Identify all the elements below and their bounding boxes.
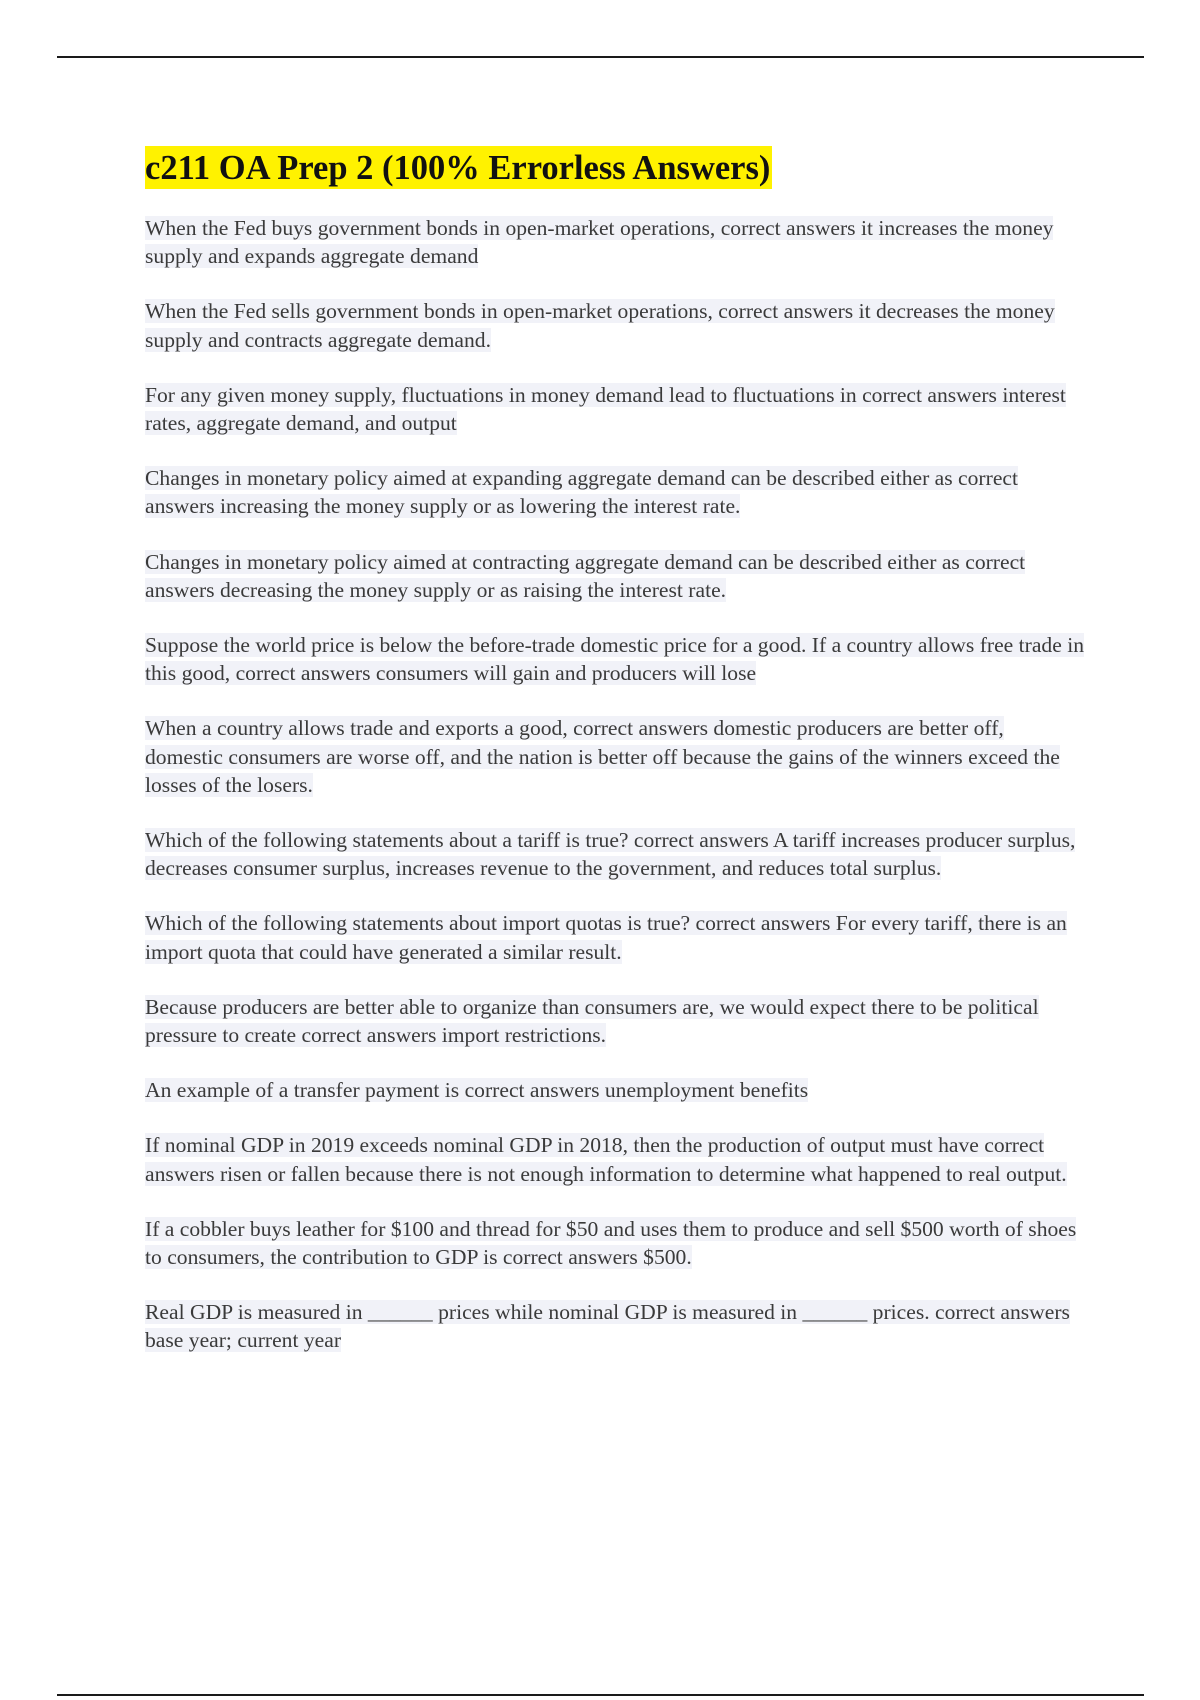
document-title: c211 OA Prep 2 (100% Errorless Answers) — [145, 146, 772, 189]
qa-item: An example of a transfer payment is correct answers unemployment benefits — [145, 1078, 809, 1103]
qa-item: When a country allows trade and exports a good, correct answers domestic producers are better off, domestic consumers are worse off, and the nation is better off because the gains of the winners exceed the losses of the losers. — [145, 716, 1060, 797]
qa-item: If nominal GDP in 2019 exceeds nominal GDP in 2018, then the production of output must have correct answers risen or fallen because there is not enough information to determine what happened to real output. — [145, 1133, 1067, 1186]
bottom-rule — [57, 1694, 1144, 1696]
qa-item: For any given money supply, fluctuations in money demand lead to fluctuations in correct answers interest rates, aggregate demand, and output — [145, 382, 1066, 436]
qa-item: Suppose the world price is below the before-trade domestic price for a good. If a country allows free trade in this good, correct answers consumers will gain and producers will lose — [145, 633, 1084, 686]
document-body — [145, 146, 1085, 1382]
qa-item: Changes in monetary policy aimed at contracting aggregate demand can be described either as correct answers decreasing the money supply or as raising the interest rate. — [145, 549, 1026, 602]
qa-item: If a cobbler buys leather for $100 and thread for $50 and uses them to produce and sell $500 worth of shoes to consumers, the contribution to GDP is correct answers $500. — [145, 1216, 1077, 1270]
qa-item: Because producers are better able to organize than consumers are, we would expect there to be political pressure to create correct answers import restrictions. — [145, 994, 1039, 1048]
qa-item: Which of the following statements about a tariff is true? correct answers A tariff increases producer surplus, decreases consumer surplus, increases revenue to the government, and reduces total surplus. — [145, 828, 1076, 881]
qa-item: Changes in monetary policy aimed at expanding aggregate demand can be described either as correct answers increasing the money supply or as lowering the interest rate. — [145, 466, 1018, 519]
top-rule — [57, 56, 1144, 58]
qa-item: When the Fed buys government bonds in open-market operations, correct answers it increases the money supply and expands aggregate demand — [145, 216, 1054, 269]
qa-item: When the Fed sells government bonds in open-market operations, correct answers it decreases the money supply and contracts aggregate demand. — [145, 299, 1055, 352]
qa-item: Which of the following statements about import quotas is true? correct answers For every tariff, there is an import quota that could have generated a similar result. — [145, 911, 1067, 964]
qa-item: Real GDP is measured in ______ prices while nominal GDP is measured in ______ prices. correct answers base year; current year — [145, 1300, 1070, 1353]
